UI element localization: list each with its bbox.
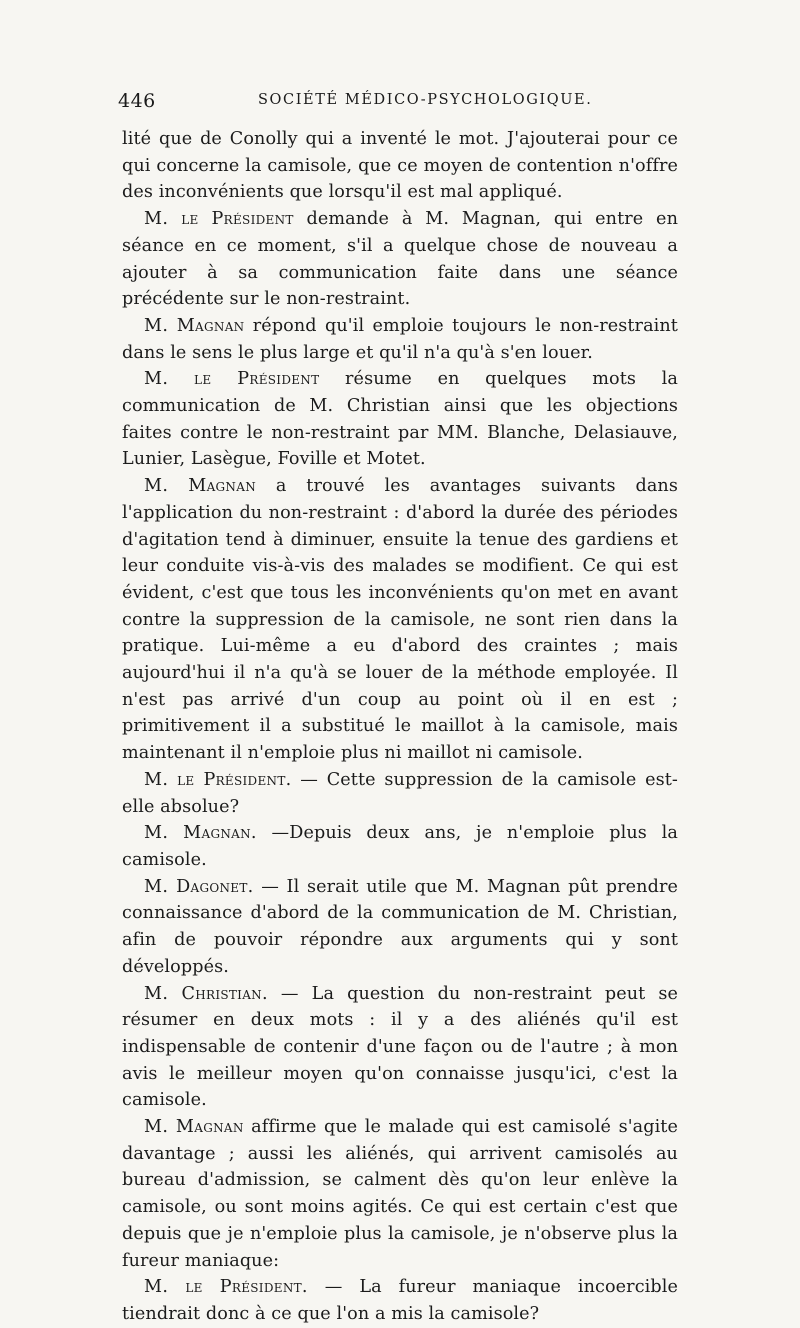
paragraph: M. le Président. — Cette suppression de la camisole est-elle absolue? — [122, 769, 678, 817]
paragraph: M. le Président. — La fureur maniaque incoercible tiendrait donc à ce que l'on a mis la camisole? — [122, 1277, 678, 1324]
speaker-name: M. le Président — [144, 209, 294, 230]
speaker-name: M. Christian. — [144, 983, 268, 1004]
paragraph: M. Magnan a trouvé les avantages suivants dans l'application du non-restraint : d'abord la durée des périodes d'agitation tend à diminuer, ensuite la tenue des gardiens et leur conduite vis-à-vis des malades se modifient. Ce qui est évident, c'est que tous les inconvénients qu'on met en avant contre la suppression de la camisole, ne sont rien dans la pratique. Lui-même a eu d'abord des craintes ; mais aujourd'hui il n'a qu'à se louer de la méthode employée. Il n'est pas arrivé d'un coup au point où il en est ; primitivement il a substitué le maillot à la camisole, mais maintenant il n'emploie plus ni maillot ni camisole. — [122, 476, 678, 764]
speaker-name: M. le Président. — [144, 1277, 308, 1298]
page-header — [118, 90, 678, 112]
speaker-name: M. Magnan — [144, 315, 245, 336]
speaker-name: M. Magnan. — [144, 823, 257, 844]
paragraph: M. Magnan affirme que le malade qui est camisolé s'agite davantage ; aussi les aliénés, qui arrivent camisolés au bureau d'admission, se calment dès qu'on leur enlève la camisole, ou sont moins agités. Ce qui est certain c'est que depuis que je n'emploie plus la camisole, je n'observe plus la fureur maniaque: — [122, 1117, 678, 1271]
paragraph: M. le Président demande à M. Magnan, qui entre en séance en ce moment, s'il a quelque chose de nouveau a ajouter à sa communication faite dans une séance précédente sur le non-restraint. — [122, 209, 679, 310]
speaker-name: M. Magnan — [144, 476, 256, 497]
body-text — [122, 126, 678, 1328]
paragraph: M. le Président résume en quelques mots la communication de M. Christian ainsi que les objections faites contre le non-restraint par MM. Blanche, Delasiauve, Lunier, Lasègue, Foville et Motet. — [122, 369, 679, 470]
paragraph: M. Dagonet. — Il serait utile que M. Magnan pût prendre connaissance d'abord de la communication de M. Christian, afin de pouvoir répondre aux arguments qui y sont développés. — [122, 876, 678, 977]
paragraph: lité que de Conolly qui a inventé le mot. J'ajouterai pour ce qui concerne la camisole, que ce moyen de contention n'offre des inconvénients que lorsqu'il est mal appliqué. — [122, 129, 678, 203]
page-number: 446 — [118, 90, 156, 112]
paragraph: M. Magnan répond qu'il emploie toujours le non-restraint dans le sens le plus large et qu'il n'a qu'à s'en louer. — [122, 315, 678, 363]
speaker-name: M. Magnan — [144, 1117, 244, 1138]
running-title: SOCIÉTÉ MÉDICO-PSYCHOLOGIQUE. — [258, 92, 593, 108]
speaker-name: M. le Président — [144, 369, 320, 390]
speaker-name: M. le Président. — [144, 769, 292, 790]
paragraph: M. Christian. — La question du non-restraint peut se résumer en deux mots : il y a des aliénés qu'il est indispensable de contenir d'une façon ou de l'autre ; à mon avis le meilleur moyen qu'on connaisse jusqu'ici, c'est la camisole. — [122, 983, 678, 1111]
paragraph: M. Magnan. —Depuis deux ans, je n'emploie plus la camisole. — [122, 823, 679, 870]
speaker-name: M. Dagonet. — [144, 876, 254, 897]
